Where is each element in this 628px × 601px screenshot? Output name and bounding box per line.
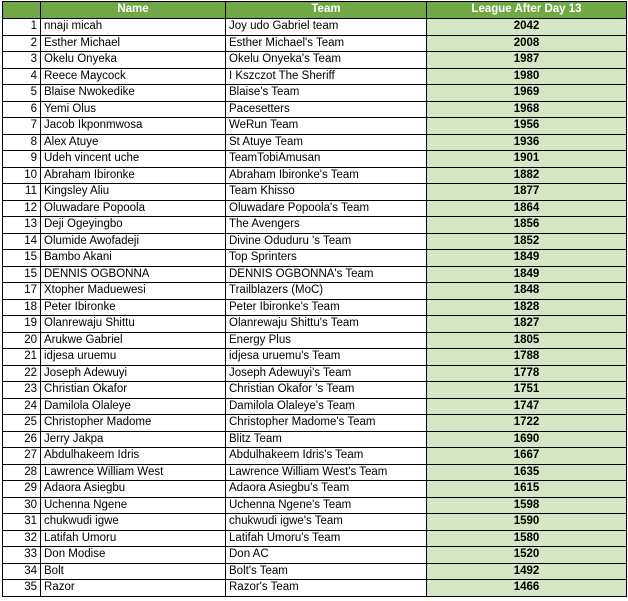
row-index-cell[interactable]: 22: [3, 365, 41, 382]
team-cell[interactable]: Trailblazers (MoC): [226, 283, 427, 300]
header-row: [3, 2, 627, 19]
table-row[interactable]: [3, 35, 627, 52]
team-cell[interactable]: Oluwadare Popoola's Team: [226, 200, 427, 217]
team-cell[interactable]: Okelu Onyeka's Team: [226, 52, 427, 69]
row-index-cell[interactable]: 28: [3, 464, 41, 481]
score-cell[interactable]: 1747: [427, 398, 627, 415]
name-header[interactable]: Name: [41, 2, 226, 19]
team-cell[interactable]: Latifah Umoru's Team: [226, 530, 427, 547]
score-cell[interactable]: 1580: [427, 530, 627, 547]
row-index-cell[interactable]: 17: [3, 283, 41, 300]
name-cell[interactable]: nnaji micah: [41, 19, 226, 36]
team-cell[interactable]: Top Sprinters: [226, 250, 427, 267]
table-row[interactable]: [3, 68, 627, 85]
table-row[interactable]: [3, 431, 627, 448]
score-cell[interactable]: 1690: [427, 431, 627, 448]
name-cell[interactable]: Adaora Asiegbu: [41, 481, 226, 498]
row-index-cell[interactable]: 26: [3, 431, 41, 448]
table-row[interactable]: [3, 299, 627, 316]
score-cell[interactable]: 1849: [427, 250, 627, 267]
score-cell[interactable]: 1936: [427, 134, 627, 151]
name-cell[interactable]: Deji Ogeyingbo: [41, 217, 226, 234]
score-cell[interactable]: 1751: [427, 382, 627, 399]
team-cell[interactable]: Energy Plus: [226, 332, 427, 349]
league-table: [2, 1, 627, 597]
table-row[interactable]: [3, 217, 627, 234]
team-cell[interactable]: Olanrewaju Shittu's Team: [226, 316, 427, 333]
name-cell[interactable]: chukwudi igwe: [41, 514, 226, 531]
score-cell[interactable]: 1882: [427, 167, 627, 184]
row-index-cell[interactable]: 21: [3, 349, 41, 366]
score-cell[interactable]: 1827: [427, 316, 627, 333]
name-cell[interactable]: Bambo Akani: [41, 250, 226, 267]
name-cell[interactable]: Abraham Ibironke: [41, 167, 226, 184]
name-cell[interactable]: Alex Atuye: [41, 134, 226, 151]
name-cell[interactable]: Kingsley Aliu: [41, 184, 226, 201]
score-cell[interactable]: 1667: [427, 448, 627, 465]
name-cell[interactable]: Bolt: [41, 563, 226, 580]
team-cell[interactable]: idjesa uruemu's Team: [226, 349, 427, 366]
row-index-cell[interactable]: 8: [3, 134, 41, 151]
name-cell[interactable]: Don Modise: [41, 547, 226, 564]
table-row[interactable]: [3, 448, 627, 465]
team-cell[interactable]: Blitz Team: [226, 431, 427, 448]
score-cell[interactable]: 1968: [427, 101, 627, 118]
table-row[interactable]: [3, 19, 627, 36]
name-cell[interactable]: Jerry Jakpa: [41, 431, 226, 448]
row-index-cell[interactable]: 1: [3, 19, 41, 36]
table-row[interactable]: [3, 233, 627, 250]
team-cell[interactable]: Adaora Asiegbu's Team: [226, 481, 427, 498]
table-row[interactable]: [3, 200, 627, 217]
team-cell[interactable]: Damilola Olaleye's Team: [226, 398, 427, 415]
league-header[interactable]: League After Day 13: [427, 2, 627, 19]
score-cell[interactable]: 1805: [427, 332, 627, 349]
row-index-cell[interactable]: 33: [3, 547, 41, 564]
team-cell[interactable]: TeamTobiAmusan: [226, 151, 427, 168]
table-row[interactable]: [3, 167, 627, 184]
team-cell[interactable]: The Avengers: [226, 217, 427, 234]
score-cell[interactable]: 1788: [427, 349, 627, 366]
table-row[interactable]: [3, 580, 627, 597]
row-index-cell[interactable]: 15: [3, 266, 41, 283]
team-cell[interactable]: Pacesetters: [226, 101, 427, 118]
name-cell[interactable]: Olumide Awofadeji: [41, 233, 226, 250]
table-row[interactable]: [3, 415, 627, 432]
name-cell[interactable]: DENNIS OGBONNA: [41, 266, 226, 283]
score-cell[interactable]: 1849: [427, 266, 627, 283]
score-cell[interactable]: 1864: [427, 200, 627, 217]
score-cell[interactable]: 1466: [427, 580, 627, 597]
table-row[interactable]: [3, 118, 627, 135]
row-index-cell[interactable]: 15: [3, 250, 41, 267]
score-cell[interactable]: 1615: [427, 481, 627, 498]
name-cell[interactable]: Olanrewaju Shittu: [41, 316, 226, 333]
table-body: [3, 19, 627, 597]
row-index-cell[interactable]: 6: [3, 101, 41, 118]
name-cell[interactable]: Reece Maycock: [41, 68, 226, 85]
row-index-cell[interactable]: 19: [3, 316, 41, 333]
row-index-cell[interactable]: 29: [3, 481, 41, 498]
name-cell[interactable]: Xtopher Maduewesi: [41, 283, 226, 300]
score-cell[interactable]: 2008: [427, 35, 627, 52]
name-cell[interactable]: Latifah Umoru: [41, 530, 226, 547]
team-cell[interactable]: DENNIS OGBONNA's Team: [226, 266, 427, 283]
score-cell[interactable]: 1828: [427, 299, 627, 316]
team-cell[interactable]: I Kszczot The Sheriff: [226, 68, 427, 85]
name-cell[interactable]: Lawrence William West: [41, 464, 226, 481]
score-cell[interactable]: 2042: [427, 19, 627, 36]
table-row[interactable]: [3, 283, 627, 300]
table-row[interactable]: [3, 349, 627, 366]
row-index-cell[interactable]: 3: [3, 52, 41, 69]
name-cell[interactable]: Peter Ibironke: [41, 299, 226, 316]
row-index-cell[interactable]: 10: [3, 167, 41, 184]
table-row[interactable]: [3, 332, 627, 349]
row-index-cell[interactable]: 30: [3, 497, 41, 514]
row-index-cell[interactable]: 23: [3, 382, 41, 399]
team-cell[interactable]: Lawrence William West's Team: [226, 464, 427, 481]
team-header[interactable]: Team: [226, 2, 427, 19]
table-row[interactable]: [3, 398, 627, 415]
table-row[interactable]: [3, 530, 627, 547]
index-header: [3, 2, 41, 19]
score-cell[interactable]: 1901: [427, 151, 627, 168]
row-index-cell[interactable]: 11: [3, 184, 41, 201]
name-cell[interactable]: Christopher Madome: [41, 415, 226, 432]
team-cell[interactable]: Divine Oduduru 's Team: [226, 233, 427, 250]
score-cell[interactable]: 1598: [427, 497, 627, 514]
table-row[interactable]: [3, 547, 627, 564]
score-cell[interactable]: 1520: [427, 547, 627, 564]
table-row[interactable]: [3, 134, 627, 151]
score-cell[interactable]: 1722: [427, 415, 627, 432]
row-index-cell[interactable]: 32: [3, 530, 41, 547]
row-index-cell[interactable]: 34: [3, 563, 41, 580]
row-index-cell[interactable]: 13: [3, 217, 41, 234]
row-index-cell[interactable]: 4: [3, 68, 41, 85]
name-cell[interactable]: Okelu Onyeka: [41, 52, 226, 69]
score-cell[interactable]: 1987: [427, 52, 627, 69]
score-cell[interactable]: 1590: [427, 514, 627, 531]
table-row[interactable]: [3, 184, 627, 201]
team-cell[interactable]: Don AC: [226, 547, 427, 564]
team-cell[interactable]: chukwudi igwe's Team: [226, 514, 427, 531]
name-cell[interactable]: Abdulhakeem Idris: [41, 448, 226, 465]
team-cell[interactable]: Joseph Adewuyi's Team: [226, 365, 427, 382]
team-cell[interactable]: Joy udo Gabriel team: [226, 19, 427, 36]
name-cell[interactable]: Arukwe Gabriel: [41, 332, 226, 349]
score-cell[interactable]: 1877: [427, 184, 627, 201]
team-cell[interactable]: Bolt's Team: [226, 563, 427, 580]
row-index-cell[interactable]: 14: [3, 233, 41, 250]
team-cell[interactable]: Abdulhakeem Idris's Team: [226, 448, 427, 465]
table-row[interactable]: [3, 365, 627, 382]
row-index-cell[interactable]: 18: [3, 299, 41, 316]
team-cell[interactable]: Razor's Team: [226, 580, 427, 597]
score-cell[interactable]: 1956: [427, 118, 627, 135]
name-cell[interactable]: Yemi Olus: [41, 101, 226, 118]
table-row[interactable]: [3, 514, 627, 531]
name-cell[interactable]: idjesa uruemu: [41, 349, 226, 366]
table-row[interactable]: [3, 464, 627, 481]
name-cell[interactable]: Jacob Ikponmwosa: [41, 118, 226, 135]
team-cell[interactable]: Peter Ibironke's Team: [226, 299, 427, 316]
table-row[interactable]: [3, 563, 627, 580]
name-cell[interactable]: Joseph Adewuyi: [41, 365, 226, 382]
name-cell[interactable]: Uchenna Ngene: [41, 497, 226, 514]
row-index-cell[interactable]: 35: [3, 580, 41, 597]
team-cell[interactable]: Christopher Madome's Team: [226, 415, 427, 432]
row-index-cell[interactable]: 5: [3, 85, 41, 102]
table-row[interactable]: [3, 382, 627, 399]
row-index-cell[interactable]: 27: [3, 448, 41, 465]
name-cell[interactable]: Damilola Olaleye: [41, 398, 226, 415]
row-index-cell[interactable]: 2: [3, 35, 41, 52]
team-cell[interactable]: Esther Michael's Team: [226, 35, 427, 52]
table-row[interactable]: [3, 250, 627, 267]
row-index-cell[interactable]: 12: [3, 200, 41, 217]
row-index-cell[interactable]: 25: [3, 415, 41, 432]
row-index-cell[interactable]: 24: [3, 398, 41, 415]
team-cell[interactable]: Abraham Ibironke's Team: [226, 167, 427, 184]
name-cell[interactable]: Christian Okafor: [41, 382, 226, 399]
score-cell[interactable]: 1848: [427, 283, 627, 300]
row-index-cell[interactable]: 31: [3, 514, 41, 531]
score-cell[interactable]: 1778: [427, 365, 627, 382]
table-row[interactable]: [3, 85, 627, 102]
name-cell[interactable]: Blaise Nwokedike: [41, 85, 226, 102]
table-row[interactable]: [3, 266, 627, 283]
table-row[interactable]: [3, 497, 627, 514]
name-cell[interactable]: Udeh vincent uche: [41, 151, 226, 168]
table-row[interactable]: [3, 101, 627, 118]
row-index-cell[interactable]: 20: [3, 332, 41, 349]
table-row[interactable]: [3, 52, 627, 69]
name-cell[interactable]: Oluwadare Popoola: [41, 200, 226, 217]
team-cell[interactable]: Team Khisso: [226, 184, 427, 201]
row-index-cell[interactable]: 9: [3, 151, 41, 168]
table-row[interactable]: [3, 316, 627, 333]
team-cell[interactable]: WeRun Team: [226, 118, 427, 135]
score-cell[interactable]: 1852: [427, 233, 627, 250]
score-cell[interactable]: 1980: [427, 68, 627, 85]
table-row[interactable]: [3, 481, 627, 498]
score-cell[interactable]: 1856: [427, 217, 627, 234]
team-cell[interactable]: Uchenna Ngene's Team: [226, 497, 427, 514]
row-index-cell[interactable]: 7: [3, 118, 41, 135]
team-cell[interactable]: Blaise's Team: [226, 85, 427, 102]
table-row[interactable]: [3, 151, 627, 168]
score-cell[interactable]: 1635: [427, 464, 627, 481]
name-cell[interactable]: Razor: [41, 580, 226, 597]
team-cell[interactable]: Christian Okafor 's Team: [226, 382, 427, 399]
team-cell[interactable]: St Atuye Team: [226, 134, 427, 151]
score-cell[interactable]: 1969: [427, 85, 627, 102]
score-cell[interactable]: 1492: [427, 563, 627, 580]
name-cell[interactable]: Esther Michael: [41, 35, 226, 52]
